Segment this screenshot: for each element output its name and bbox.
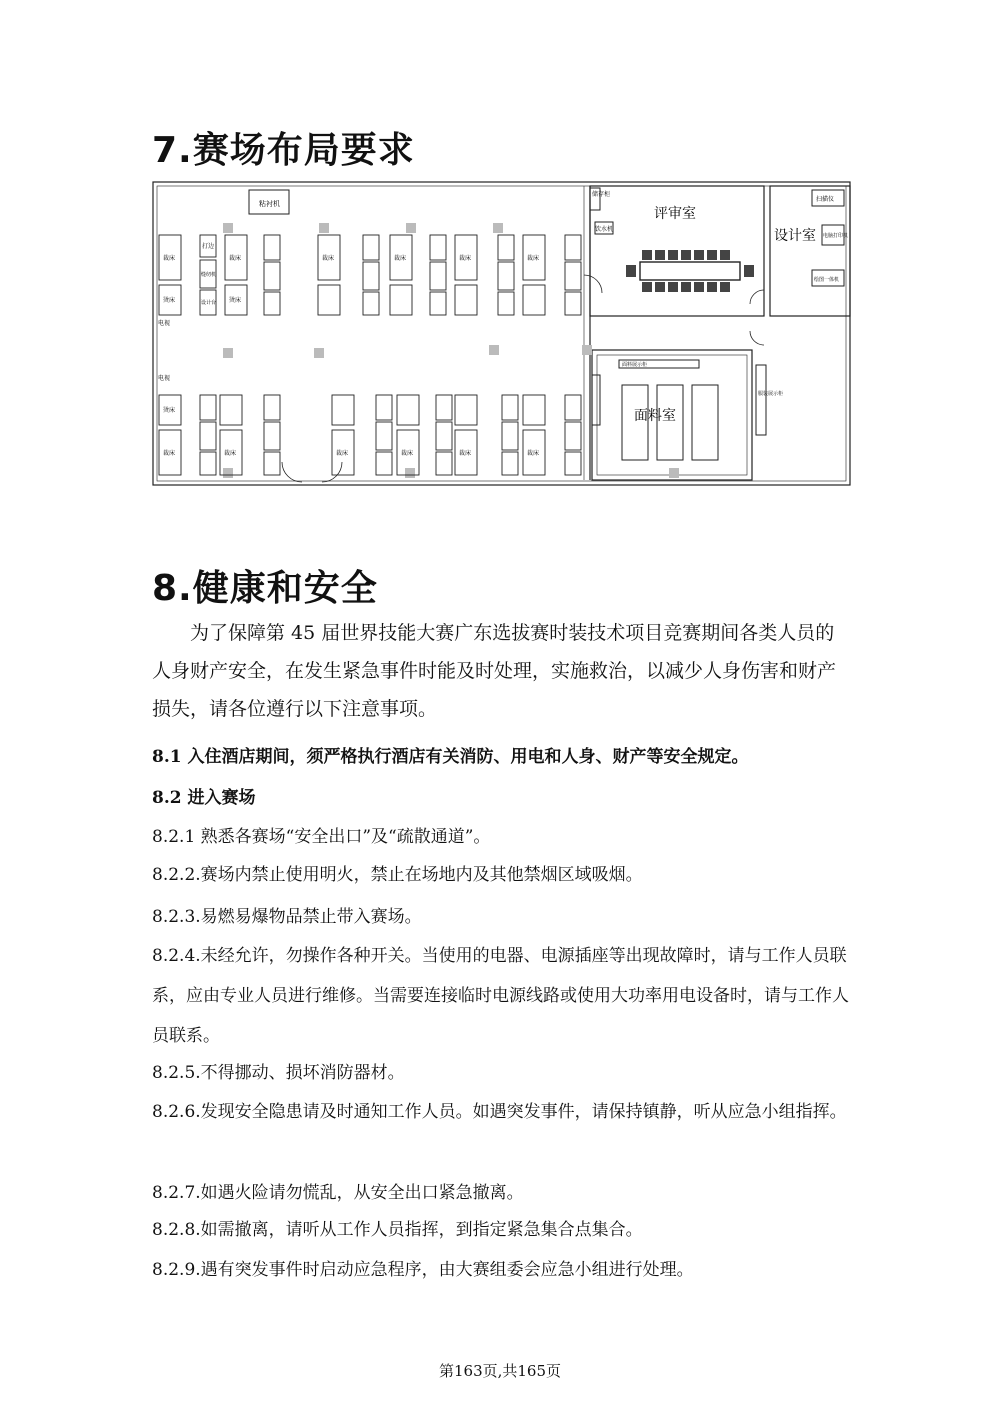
tv-label-1: 电视 [158, 320, 171, 327]
item-8-1: 8.1 入住酒店期间，须严格执行酒店有关消防、用电和人身、财产等安全规定。 [152, 747, 749, 767]
design-table-label: 设计台 [201, 300, 217, 306]
workstations-top [159, 235, 581, 315]
fabric-table [692, 385, 718, 460]
fusing-machine-label: 粘衬机 [259, 200, 280, 208]
list-item: 8.2.4.未经允许，勿操作各种开关。当使用的电器、电源插座等出现故障时，请与工作人员联系，应由专业人员进行维修。当需要连接临时电源线路或使用大功率用电设备时，请与工作人员联系。 [152, 946, 849, 1046]
tv-label-2: 电视 [158, 375, 171, 382]
fabric-room-label: 面料室 [634, 408, 676, 424]
list-item: 8.2.9.遇有突发事件时启动应急程序，由大赛组委会应急小组进行处理。 [152, 1260, 694, 1280]
overlock-label: 打边 [202, 243, 215, 250]
water-machine-label: 饮水机 [595, 226, 614, 233]
cutting-bed-label: 裁床 [527, 255, 540, 262]
page-footer: 第163页,共165页 [438, 1362, 562, 1380]
plotter-label: 电脑打印机 [823, 233, 849, 239]
sewing-machine-label: 缝纫机 [201, 272, 217, 278]
meeting-table [626, 250, 754, 292]
cutting-bed-label: 裁床 [163, 255, 176, 262]
list-item: 8.2.3.易燃易爆物品禁止带入赛场。 [152, 907, 422, 927]
list-item: 8.2.2.赛场内禁止使用明火，禁止在场地内及其他禁烟区域吸烟。 [152, 865, 643, 885]
item-8-2-heading: 8.2 进入赛场 [152, 788, 256, 808]
fabric-display-cabinet-side [592, 375, 600, 425]
plotter-all-in-one-label: 绘图一体机 [814, 277, 840, 283]
garment-display-cabinet [756, 365, 766, 435]
ironing-bed-label: 烫床 [163, 297, 176, 304]
cutting-bed-label: 裁床 [224, 450, 237, 457]
list-item: 8.2.8.如需撤离，请听从工作人员指挥，到指定紧急集合点集合。 [152, 1220, 643, 1240]
list-item: 8.2.7.如遇火险请勿慌乱，从安全出口紧急撤离。 [152, 1183, 524, 1203]
intro-paragraph: 为了保障第 45 届世界技能大赛广东选拔赛时装技术项目竞赛期间各类人员的人身财产安全，在发生紧急事件时能及时处理，实施救治，以减少人身伤害和财产损失，请各位遵行以下注意事项。 [152, 622, 837, 720]
ironing-bed-label: 烫床 [163, 407, 176, 414]
scanner-label: 扫描仪 [816, 196, 835, 203]
fabric-display-label: 面料展示柜 [622, 362, 648, 368]
venue-floor-plan [152, 180, 852, 488]
garment-display-label: 服装展示柜 [758, 391, 784, 397]
list-item: 8.2.1 熟悉各赛场“安全出口”及“疏散通道”。 [152, 827, 491, 847]
list-item: 8.2.6.发现安全隐患请及时通知工作人员。如遇突发事件，请保持镇静，听从应急小组指挥。 [152, 1102, 847, 1122]
list-item: 8.2.5.不得挪动、损坏消防器材。 [152, 1063, 405, 1083]
cutting-bed-label: 裁床 [163, 450, 176, 457]
workstations-bottom [159, 395, 581, 475]
storage-cabinet-label: 储存柜 [592, 191, 611, 198]
cutting-bed-label: 裁床 [322, 255, 335, 262]
cutting-bed-label: 裁床 [527, 450, 540, 457]
cutting-bed-label: 裁床 [459, 255, 472, 262]
section-8-title: 8.健康和安全 [152, 568, 378, 609]
ironing-bed-label: 烫床 [229, 297, 242, 304]
cutting-bed-label: 裁床 [336, 450, 349, 457]
design-room-label: 设计室 [774, 228, 816, 244]
review-room-label: 评审室 [654, 206, 696, 222]
cutting-bed-label: 裁床 [394, 255, 407, 262]
cutting-bed-label: 裁床 [229, 255, 242, 262]
cutting-bed-label: 裁床 [459, 450, 472, 457]
cutting-bed-label: 裁床 [401, 450, 414, 457]
section-7-title: 7.赛场布局要求 [152, 130, 415, 171]
